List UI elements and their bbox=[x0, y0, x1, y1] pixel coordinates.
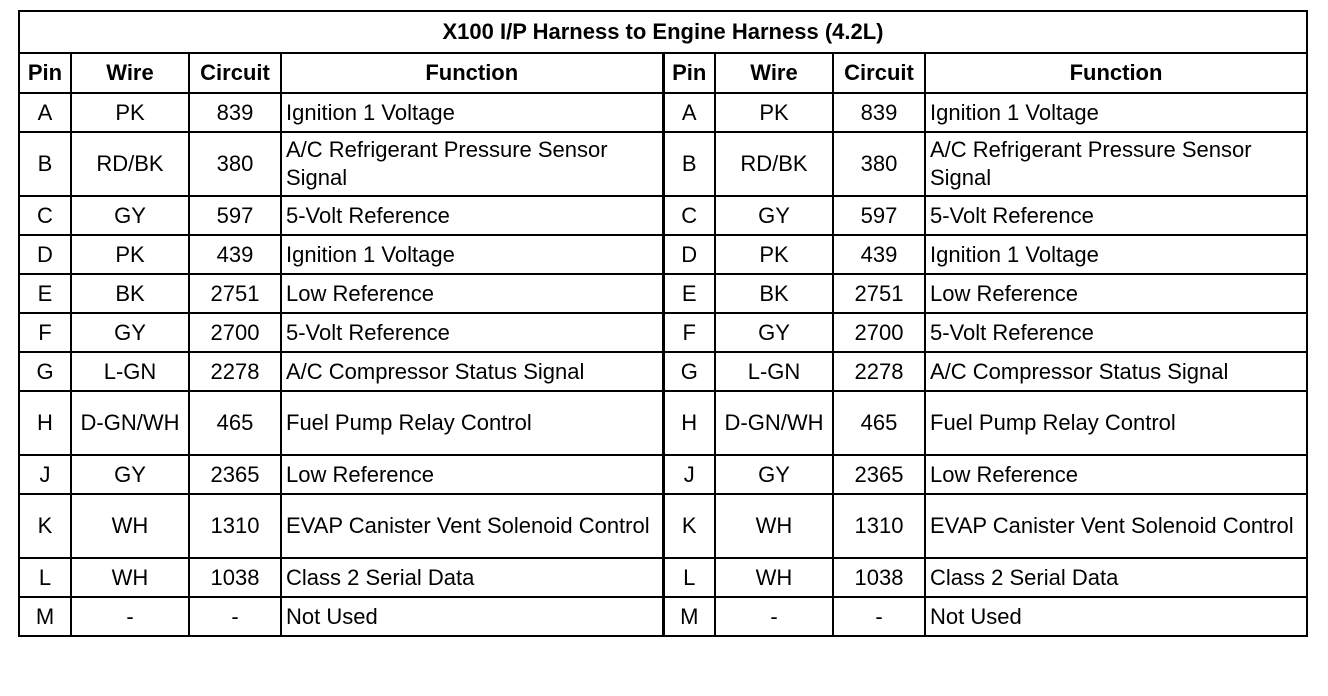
right-wire-cell: WH bbox=[715, 494, 833, 558]
table-row bbox=[19, 597, 1307, 636]
right-circuit-cell: 2365 bbox=[833, 455, 925, 494]
table-row bbox=[19, 494, 1307, 558]
right-pin-cell: B bbox=[663, 132, 715, 196]
left-wire-cell: PK bbox=[71, 93, 189, 132]
header-row bbox=[19, 53, 1307, 93]
right-wire-cell: RD/BK bbox=[715, 132, 833, 196]
left-circuit-cell: 597 bbox=[189, 196, 281, 235]
left-wire-cell: BK bbox=[71, 274, 189, 313]
header-pin: Pin bbox=[663, 53, 715, 93]
right-wire-cell: WH bbox=[715, 558, 833, 597]
right-pin-cell: A bbox=[663, 93, 715, 132]
right-pin-cell: E bbox=[663, 274, 715, 313]
right-function-cell: Not Used bbox=[925, 597, 1307, 636]
left-circuit-cell: 2751 bbox=[189, 274, 281, 313]
right-circuit-cell: 839 bbox=[833, 93, 925, 132]
left-circuit-cell: 439 bbox=[189, 235, 281, 274]
header-pin: Pin bbox=[19, 53, 71, 93]
right-function-cell: 5-Volt Reference bbox=[925, 196, 1307, 235]
left-wire-cell: - bbox=[71, 597, 189, 636]
left-circuit-cell: 2365 bbox=[189, 455, 281, 494]
header-function: Function bbox=[925, 53, 1307, 93]
table-row bbox=[19, 558, 1307, 597]
header-circuit: Circuit bbox=[833, 53, 925, 93]
left-pin-cell: M bbox=[19, 597, 71, 636]
right-wire-cell: GY bbox=[715, 455, 833, 494]
right-pin-cell: L bbox=[663, 558, 715, 597]
left-function-cell: Fuel Pump Relay Control bbox=[281, 391, 663, 455]
left-pin-cell: H bbox=[19, 391, 71, 455]
left-wire-cell: GY bbox=[71, 455, 189, 494]
left-function-cell: Low Reference bbox=[281, 455, 663, 494]
left-circuit-cell: - bbox=[189, 597, 281, 636]
right-circuit-cell: 465 bbox=[833, 391, 925, 455]
left-wire-cell: WH bbox=[71, 494, 189, 558]
right-wire-cell: GY bbox=[715, 313, 833, 352]
left-wire-cell: D-GN/WH bbox=[71, 391, 189, 455]
right-function-cell: A/C Compressor Status Signal bbox=[925, 352, 1307, 391]
left-function-cell: Ignition 1 Voltage bbox=[281, 235, 663, 274]
right-circuit-cell: 380 bbox=[833, 132, 925, 196]
right-function-cell: 5-Volt Reference bbox=[925, 313, 1307, 352]
right-function-cell: Low Reference bbox=[925, 455, 1307, 494]
right-function-cell: EVAP Canister Vent Solenoid Control bbox=[925, 494, 1307, 558]
right-function-cell: Low Reference bbox=[925, 274, 1307, 313]
right-function-cell: Fuel Pump Relay Control bbox=[925, 391, 1307, 455]
right-pin-cell: C bbox=[663, 196, 715, 235]
table-row bbox=[19, 196, 1307, 235]
table-body bbox=[19, 93, 1307, 636]
right-pin-cell: F bbox=[663, 313, 715, 352]
left-circuit-cell: 1310 bbox=[189, 494, 281, 558]
left-circuit-cell: 380 bbox=[189, 132, 281, 196]
right-pin-cell: H bbox=[663, 391, 715, 455]
left-pin-cell: C bbox=[19, 196, 71, 235]
table-row bbox=[19, 132, 1307, 196]
right-circuit-cell: 2278 bbox=[833, 352, 925, 391]
left-function-cell: A/C Refrigerant Pressure Sensor Signal bbox=[281, 132, 663, 196]
left-circuit-cell: 465 bbox=[189, 391, 281, 455]
left-circuit-cell: 1038 bbox=[189, 558, 281, 597]
table-row bbox=[19, 93, 1307, 132]
table-row bbox=[19, 313, 1307, 352]
left-wire-cell: GY bbox=[71, 313, 189, 352]
left-wire-cell: WH bbox=[71, 558, 189, 597]
left-function-cell: EVAP Canister Vent Solenoid Control bbox=[281, 494, 663, 558]
left-function-cell: Class 2 Serial Data bbox=[281, 558, 663, 597]
left-pin-cell: B bbox=[19, 132, 71, 196]
table-row bbox=[19, 455, 1307, 494]
right-circuit-cell: - bbox=[833, 597, 925, 636]
left-pin-cell: J bbox=[19, 455, 71, 494]
left-wire-cell: RD/BK bbox=[71, 132, 189, 196]
left-function-cell: 5-Volt Reference bbox=[281, 196, 663, 235]
right-pin-cell: G bbox=[663, 352, 715, 391]
left-pin-cell: E bbox=[19, 274, 71, 313]
left-pin-cell: D bbox=[19, 235, 71, 274]
right-pin-cell: K bbox=[663, 494, 715, 558]
left-function-cell: Low Reference bbox=[281, 274, 663, 313]
right-wire-cell: - bbox=[715, 597, 833, 636]
right-wire-cell: L-GN bbox=[715, 352, 833, 391]
right-function-cell: Ignition 1 Voltage bbox=[925, 93, 1307, 132]
right-wire-cell: D-GN/WH bbox=[715, 391, 833, 455]
left-wire-cell: PK bbox=[71, 235, 189, 274]
table-title: X100 I/P Harness to Engine Harness (4.2L) bbox=[19, 11, 1307, 53]
right-wire-cell: PK bbox=[715, 235, 833, 274]
left-pin-cell: L bbox=[19, 558, 71, 597]
left-pin-cell: G bbox=[19, 352, 71, 391]
left-pin-cell: A bbox=[19, 93, 71, 132]
right-circuit-cell: 1310 bbox=[833, 494, 925, 558]
right-wire-cell: GY bbox=[715, 196, 833, 235]
header-circuit: Circuit bbox=[189, 53, 281, 93]
right-pin-cell: M bbox=[663, 597, 715, 636]
right-pin-cell: D bbox=[663, 235, 715, 274]
right-circuit-cell: 597 bbox=[833, 196, 925, 235]
left-function-cell: Not Used bbox=[281, 597, 663, 636]
left-wire-cell: L-GN bbox=[71, 352, 189, 391]
right-wire-cell: BK bbox=[715, 274, 833, 313]
header-function: Function bbox=[281, 53, 663, 93]
header-wire: Wire bbox=[71, 53, 189, 93]
right-function-cell: Ignition 1 Voltage bbox=[925, 235, 1307, 274]
table-row bbox=[19, 235, 1307, 274]
table-row bbox=[19, 274, 1307, 313]
right-circuit-cell: 2751 bbox=[833, 274, 925, 313]
left-pin-cell: F bbox=[19, 313, 71, 352]
left-circuit-cell: 2278 bbox=[189, 352, 281, 391]
header-wire: Wire bbox=[715, 53, 833, 93]
right-pin-cell: J bbox=[663, 455, 715, 494]
left-circuit-cell: 2700 bbox=[189, 313, 281, 352]
right-function-cell: Class 2 Serial Data bbox=[925, 558, 1307, 597]
right-function-cell: A/C Refrigerant Pressure Sensor Signal bbox=[925, 132, 1307, 196]
left-wire-cell: GY bbox=[71, 196, 189, 235]
left-circuit-cell: 839 bbox=[189, 93, 281, 132]
right-circuit-cell: 2700 bbox=[833, 313, 925, 352]
left-function-cell: 5-Volt Reference bbox=[281, 313, 663, 352]
left-function-cell: A/C Compressor Status Signal bbox=[281, 352, 663, 391]
right-circuit-cell: 1038 bbox=[833, 558, 925, 597]
connector-pinout-table bbox=[18, 10, 1308, 637]
left-pin-cell: K bbox=[19, 494, 71, 558]
left-function-cell: Ignition 1 Voltage bbox=[281, 93, 663, 132]
table-row bbox=[19, 391, 1307, 455]
right-wire-cell: PK bbox=[715, 93, 833, 132]
table-row bbox=[19, 352, 1307, 391]
right-circuit-cell: 439 bbox=[833, 235, 925, 274]
